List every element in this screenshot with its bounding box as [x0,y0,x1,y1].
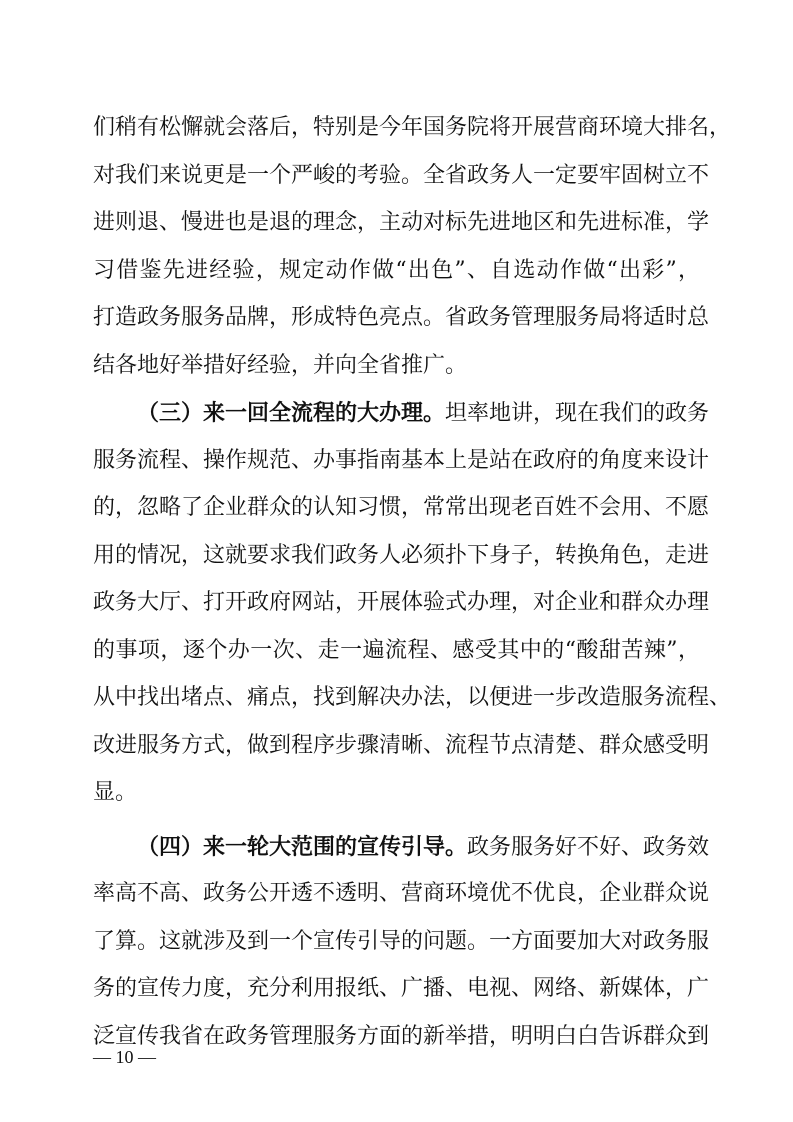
section-4-heading: （四）来一轮大范围的宣传引导。 [137,834,468,860]
body-text-line: 们稍有松懈就会落后，特别是今年国务院将开展营商环境大排名， [93,115,732,140]
body-text-line: 的事项，逐个办一次、走一遍流程、感受其中的“酸甜苦辣”， [93,638,700,663]
section-3-text: 坦率地讲，现在我们的政务 [445,401,710,426]
body-text-line: 从中找出堵点、痛点，找到解决办法，以便进一步改造服务流程、 [93,685,732,710]
body-text-line: 改进服务方式，做到程序步骤清晰、流程节点清楚、群众感受明 [93,733,710,758]
page-number: — 10 — [93,1047,156,1067]
body-text-line: 结各地好举措好经验，并向全省推广。 [93,353,468,378]
section-3-heading: （三）来一回全流程的大办理。 [137,400,446,426]
section-4-text: 政务服务好不好、政务效 [467,835,710,860]
body-text-line: 泛宣传我省在政务管理服务方面的新举措，明明白白告诉群众到 [93,1024,710,1049]
body-text-line: 政务大厅、打开政府网站，开展体验式办理，对企业和群众办理 [93,590,710,615]
body-text-line: 务的宣传力度，充分利用报纸、广播、电视、网络、新媒体，广 [93,976,710,1001]
body-text-line: 对我们来说更是一个严峻的考验。全省政务人一定要牢固树立不 [93,163,710,188]
body-text-line: 进则退、慢进也是退的理念，主动对标先进地区和先进标准，学 [93,210,710,235]
body-text-line: 打造政务服务品牌，形成特色亮点。省政务管理服务局将适时总 [93,305,710,330]
body-text-line: 的，忽略了企业群众的认知习惯，常常出现老百姓不会用、不愿 [93,495,710,520]
section-3-first-line [137,399,710,428]
section-4-first-line [137,833,710,862]
body-text-line: 用的情况，这就要求我们政务人必须扑下身子，转换角色，走进 [93,543,710,568]
body-text-line: 显。 [93,780,138,805]
body-text-line: 习借鉴先进经验，规定动作做“出色”、自选动作做“出彩”， [93,258,700,283]
body-text-line: 率高不高、政务公开透不透明、营商环境优不优良，企业群众说 [93,881,710,906]
body-text-line: 了算。这就涉及到一个宣传引导的问题。一方面要加大对政务服 [93,929,710,954]
body-text-line: 服务流程、操作规范、办事指南基本上是站在政府的角度来设计 [93,448,710,473]
